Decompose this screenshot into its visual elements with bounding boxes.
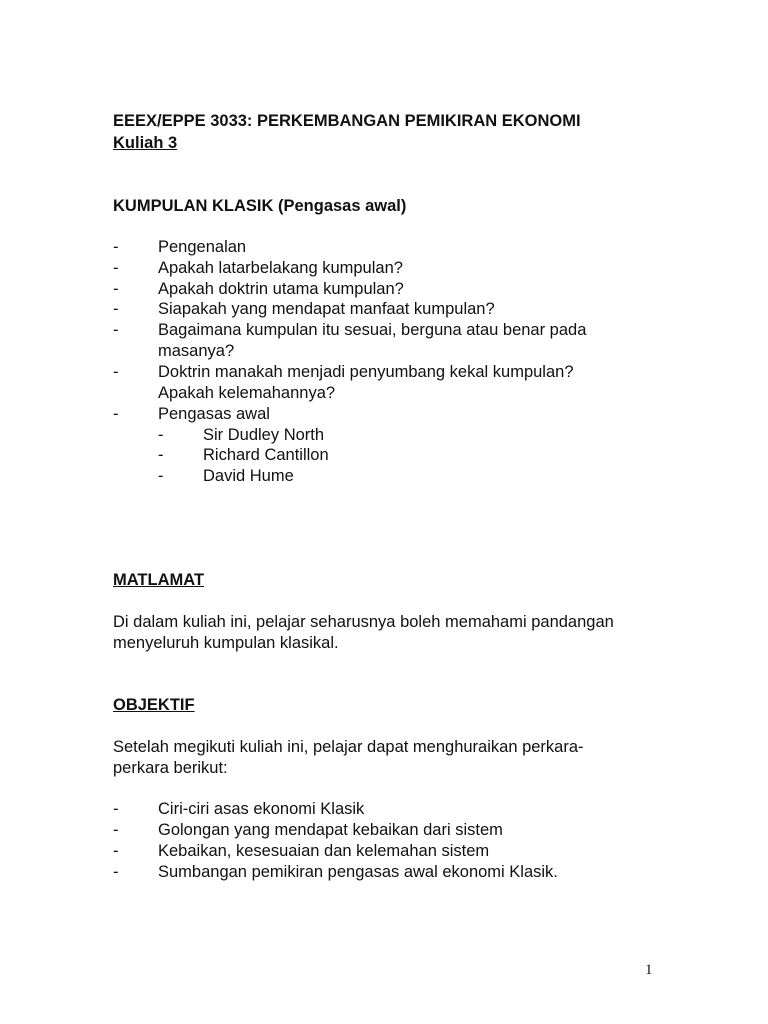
- lecture-title: Kuliah 3: [113, 134, 178, 152]
- list-item-text: Pengenalan: [158, 238, 247, 256]
- founder-name: Sir Dudley North: [203, 426, 325, 444]
- objective-intro-line: perkara berikut:: [113, 759, 228, 777]
- section-heading-objective: OBJEKTIF: [113, 696, 195, 714]
- list-item-text: Ciri-ciri asas ekonomi Klasik: [158, 800, 365, 818]
- list-dash: -: [113, 259, 119, 277]
- list-dash: -: [113, 405, 119, 423]
- list-dash: -: [113, 300, 119, 318]
- list-item-text: Sumbangan pemikiran pengasas awal ekonomi Klasik.: [158, 863, 558, 881]
- goal-text-line: menyeluruh kumpulan klasikal.: [113, 634, 339, 652]
- founder-name: Richard Cantillon: [203, 446, 329, 464]
- course-title: EEEX/EPPE 3033: PERKEMBANGAN PEMIKIRAN EKONOMI: [113, 112, 581, 130]
- page-number: 1: [645, 962, 653, 978]
- section-heading-goal: MATLAMAT: [113, 571, 205, 589]
- list-item-text: Pengasas awal: [158, 405, 270, 423]
- list-dash: -: [113, 863, 119, 881]
- objective-intro-line: Setelah megikuti kuliah ini, pelajar dapat menghuraikan perkara-: [113, 738, 584, 756]
- list-dash: -: [113, 821, 119, 839]
- list-item-text: Doktrin manakah menjadi penyumbang kekal kumpulan?: [158, 363, 574, 381]
- list-dash: -: [113, 363, 119, 381]
- list-item-text: Apakah latarbelakang kumpulan?: [158, 259, 403, 277]
- list-item-text: Bagaimana kumpulan itu sesuai, berguna atau benar pada: [158, 321, 587, 339]
- list-item-text: Kebaikan, kesesuaian dan kelemahan sistem: [158, 842, 490, 860]
- founder-name: David Hume: [203, 467, 294, 485]
- list-dash: -: [158, 426, 164, 444]
- goal-text-line: Di dalam kuliah ini, pelajar seharusnya boleh memahami pandangan: [113, 613, 614, 631]
- list-item-text: Golongan yang mendapat kebaikan dari sistem: [158, 821, 503, 839]
- list-item-text-continued: Apakah kelemahannya?: [158, 384, 336, 402]
- list-item-text-continued: masanya?: [158, 342, 235, 360]
- list-dash: -: [113, 321, 119, 339]
- list-dash: -: [113, 842, 119, 860]
- list-dash: -: [113, 280, 119, 298]
- list-dash: -: [158, 467, 164, 485]
- list-dash: -: [113, 238, 119, 256]
- list-dash: -: [158, 446, 164, 464]
- list-item-text: Apakah doktrin utama kumpulan?: [158, 280, 404, 298]
- section-heading-classic: KUMPULAN KLASIK (Pengasas awal): [113, 197, 407, 215]
- list-item-text: Siapakah yang mendapat manfaat kumpulan?: [158, 300, 495, 318]
- list-dash: -: [113, 800, 119, 818]
